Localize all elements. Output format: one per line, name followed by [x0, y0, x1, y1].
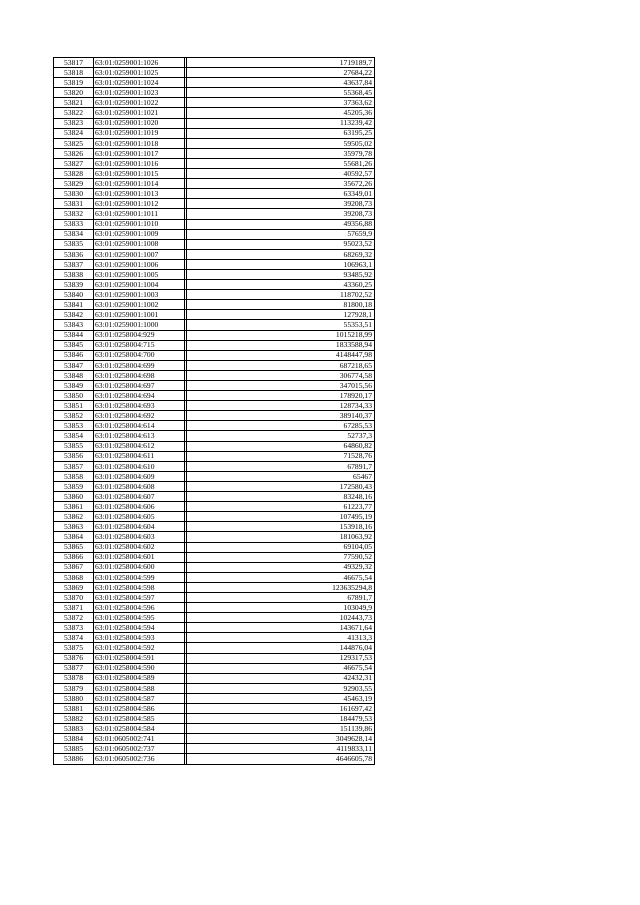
cadastral-value-cell: 65467	[187, 471, 375, 481]
cadastral-number-cell: 63:01:0259001:1016	[94, 158, 185, 168]
row-number-cell: 53885	[54, 744, 94, 754]
cadastral-value-cell: 389140,37	[187, 411, 375, 421]
cadastral-number-cell: 63:01:0258004:589	[94, 673, 185, 683]
cadastral-number-cell: 63:01:0258004:591	[94, 653, 185, 663]
row-number-cell: 53818	[54, 68, 94, 78]
table-row	[54, 481, 375, 491]
table-row	[54, 592, 375, 602]
cadastral-value-cell: 67891,7	[187, 592, 375, 602]
row-number-cell: 53839	[54, 280, 94, 290]
row-number-cell: 53877	[54, 663, 94, 673]
cadastral-value-cell: 1015218,99	[187, 330, 375, 340]
cadastral-value-cell: 69104,05	[187, 542, 375, 552]
cadastral-number-cell: 63:01:0259001:1019	[94, 128, 185, 138]
table-row	[54, 350, 375, 360]
cadastral-number-cell: 63:01:0258004:694	[94, 391, 185, 401]
row-number-cell: 53849	[54, 381, 94, 391]
table-row	[54, 148, 375, 158]
cadastral-value-cell: 123635294,8	[187, 582, 375, 592]
cadastral-value-cell: 42432,31	[187, 673, 375, 683]
table-row	[54, 704, 375, 714]
row-number-cell: 53859	[54, 481, 94, 491]
cadastral-number-cell: 63:01:0258004:612	[94, 441, 185, 451]
table-row	[54, 360, 375, 370]
cadastral-value-cell: 77590,52	[187, 552, 375, 562]
cadastral-value-cell: 172580,43	[187, 481, 375, 491]
row-number-cell: 53833	[54, 219, 94, 229]
row-number-cell: 53886	[54, 754, 94, 764]
cadastral-number-cell: 63:01:0258004:599	[94, 572, 185, 582]
cadastral-number-cell: 63:01:0258004:604	[94, 522, 185, 532]
table-row	[54, 562, 375, 572]
cadastral-number-cell: 63:01:0258004:595	[94, 613, 185, 623]
table-row	[54, 471, 375, 481]
table-row	[54, 451, 375, 461]
cadastral-number-cell: 63:01:0258004:597	[94, 592, 185, 602]
cadastral-value-table	[53, 57, 375, 765]
row-number-cell: 53835	[54, 239, 94, 249]
cadastral-number-cell: 63:01:0259001:1013	[94, 189, 185, 199]
table-row	[54, 724, 375, 734]
cadastral-number-cell: 63:01:0259001:1009	[94, 229, 185, 239]
table-row	[54, 603, 375, 613]
cadastral-number-cell: 63:01:0258004:593	[94, 633, 185, 643]
table-row	[54, 239, 375, 249]
table-row	[54, 653, 375, 663]
cadastral-number-cell: 63:01:0258004:614	[94, 421, 185, 431]
table-row	[54, 300, 375, 310]
cadastral-number-cell: 63:01:0259001:1006	[94, 259, 185, 269]
cadastral-number-cell: 63:01:0258004:585	[94, 714, 185, 724]
row-number-cell: 53858	[54, 471, 94, 481]
cadastral-number-cell: 63:01:0259001:1010	[94, 219, 185, 229]
row-number-cell: 53864	[54, 532, 94, 542]
cadastral-value-cell: 181063,92	[187, 532, 375, 542]
table-row	[54, 643, 375, 653]
table-row	[54, 613, 375, 623]
cadastral-number-cell: 63:01:0259001:1017	[94, 148, 185, 158]
cadastral-value-cell: 68269,32	[187, 249, 375, 259]
table-row	[54, 290, 375, 300]
cadastral-value-cell: 39208,73	[187, 209, 375, 219]
cadastral-number-cell: 63:01:0258004:594	[94, 623, 185, 633]
row-number-cell: 53868	[54, 572, 94, 582]
cadastral-value-cell: 153918,16	[187, 522, 375, 532]
cadastral-value-cell: 46675,54	[187, 663, 375, 673]
cadastral-value-cell: 71528,76	[187, 451, 375, 461]
cadastral-value-cell: 95023,52	[187, 239, 375, 249]
cadastral-value-cell: 55368,45	[187, 88, 375, 98]
cadastral-number-cell: 63:01:0258004:605	[94, 512, 185, 522]
table-row	[54, 714, 375, 724]
row-number-cell: 53826	[54, 148, 94, 158]
table-body	[54, 58, 375, 765]
cadastral-value-cell: 4119833,11	[187, 744, 375, 754]
cadastral-value-cell: 687218,65	[187, 360, 375, 370]
table-row	[54, 391, 375, 401]
cadastral-value-cell: 306774,58	[187, 370, 375, 380]
cadastral-number-cell: 63:01:0258004:588	[94, 683, 185, 693]
row-number-cell: 53832	[54, 209, 94, 219]
row-number-cell: 53852	[54, 411, 94, 421]
table-row	[54, 98, 375, 108]
table-row	[54, 542, 375, 552]
cadastral-value-cell: 39208,73	[187, 199, 375, 209]
table-row	[54, 673, 375, 683]
table-row	[54, 441, 375, 451]
cadastral-value-cell: 144876,04	[187, 643, 375, 653]
table-row	[54, 128, 375, 138]
row-number-cell: 53880	[54, 693, 94, 703]
row-number-cell: 53870	[54, 592, 94, 602]
cadastral-value-cell: 1833588,94	[187, 340, 375, 350]
cadastral-value-cell: 92903,55	[187, 683, 375, 693]
cadastral-value-cell: 107495,19	[187, 512, 375, 522]
cadastral-value-cell: 103049,9	[187, 603, 375, 613]
row-number-cell: 53874	[54, 633, 94, 643]
row-number-cell: 53860	[54, 492, 94, 502]
table-row	[54, 169, 375, 179]
row-number-cell: 53823	[54, 118, 94, 128]
cadastral-number-cell: 63:01:0258004:610	[94, 461, 185, 471]
row-number-cell: 53863	[54, 522, 94, 532]
cadastral-number-cell: 63:01:0259001:1022	[94, 98, 185, 108]
table-row	[54, 381, 375, 391]
cadastral-value-cell: 83248,16	[187, 492, 375, 502]
table-row	[54, 683, 375, 693]
table-row	[54, 623, 375, 633]
row-number-cell: 53869	[54, 582, 94, 592]
cadastral-value-cell: 128734,33	[187, 401, 375, 411]
cadastral-number-cell: 63:01:0259001:1005	[94, 269, 185, 279]
row-number-cell: 53827	[54, 158, 94, 168]
row-number-cell: 53851	[54, 401, 94, 411]
table-row	[54, 249, 375, 259]
cadastral-number-cell: 63:01:0258004:600	[94, 562, 185, 572]
table-row	[54, 461, 375, 471]
cadastral-value-cell: 52737,3	[187, 431, 375, 441]
cadastral-value-cell: 151139,86	[187, 724, 375, 734]
cadastral-number-cell: 63:01:0259001:1007	[94, 249, 185, 259]
cadastral-number-cell: 63:01:0259001:1004	[94, 280, 185, 290]
cadastral-value-cell: 45205,36	[187, 108, 375, 118]
row-number-cell: 53825	[54, 138, 94, 148]
row-number-cell: 53819	[54, 78, 94, 88]
cadastral-value-cell: 127928,1	[187, 310, 375, 320]
cadastral-number-cell: 63:01:0259001:1014	[94, 179, 185, 189]
table-row	[54, 693, 375, 703]
cadastral-number-cell: 63:01:0258004:698	[94, 370, 185, 380]
cadastral-value-cell: 143671,64	[187, 623, 375, 633]
cadastral-value-cell: 27684,22	[187, 68, 375, 78]
row-number-cell: 53842	[54, 310, 94, 320]
cadastral-value-cell: 3049628,14	[187, 734, 375, 744]
row-number-cell: 53846	[54, 350, 94, 360]
table-row	[54, 330, 375, 340]
row-number-cell: 53883	[54, 724, 94, 734]
table-row	[54, 744, 375, 754]
row-number-cell: 53836	[54, 249, 94, 259]
row-number-cell: 53840	[54, 290, 94, 300]
cadastral-number-cell: 63:01:0259001:1001	[94, 310, 185, 320]
cadastral-number-cell: 63:01:0258004:607	[94, 492, 185, 502]
cadastral-value-cell: 55353,51	[187, 320, 375, 330]
cadastral-number-cell: 63:01:0259001:1020	[94, 118, 185, 128]
cadastral-number-cell: 63:01:0258004:699	[94, 360, 185, 370]
table-row	[54, 411, 375, 421]
cadastral-value-cell: 161697,42	[187, 704, 375, 714]
cadastral-number-cell: 63:01:0258004:587	[94, 693, 185, 703]
table-row	[54, 88, 375, 98]
cadastral-number-cell: 63:01:0259001:1024	[94, 78, 185, 88]
row-number-cell: 53871	[54, 603, 94, 613]
table-row	[54, 512, 375, 522]
row-number-cell: 53829	[54, 179, 94, 189]
row-number-cell: 53866	[54, 552, 94, 562]
row-number-cell: 53879	[54, 683, 94, 693]
cadastral-value-cell: 46675,54	[187, 572, 375, 582]
cadastral-value-cell: 184479,53	[187, 714, 375, 724]
cadastral-number-cell: 63:01:0259001:1003	[94, 290, 185, 300]
cadastral-value-cell: 4148447,98	[187, 350, 375, 360]
cadastral-number-cell: 63:01:0258004:590	[94, 663, 185, 673]
cadastral-value-cell: 57659,9	[187, 229, 375, 239]
row-number-cell: 53820	[54, 88, 94, 98]
table-row	[54, 633, 375, 643]
row-number-cell: 53873	[54, 623, 94, 633]
cadastral-number-cell: 63:01:0258004:601	[94, 552, 185, 562]
cadastral-number-cell: 63:01:0258004:611	[94, 451, 185, 461]
table-row	[54, 532, 375, 542]
cadastral-value-cell: 37363,62	[187, 98, 375, 108]
cadastral-value-cell: 129317,53	[187, 653, 375, 663]
cadastral-number-cell: 63:01:0258004:598	[94, 582, 185, 592]
cadastral-value-cell: 49356,88	[187, 219, 375, 229]
table-row	[54, 663, 375, 673]
row-number-cell: 53841	[54, 300, 94, 310]
row-number-cell: 53848	[54, 370, 94, 380]
cadastral-value-cell: 81800,18	[187, 300, 375, 310]
cadastral-number-cell: 63:01:0259001:1021	[94, 108, 185, 118]
cadastral-number-cell: 63:01:0259001:1002	[94, 300, 185, 310]
cadastral-number-cell: 63:01:0259001:1011	[94, 209, 185, 219]
table-row	[54, 431, 375, 441]
cadastral-value-cell: 4646605,78	[187, 754, 375, 764]
table-row	[54, 401, 375, 411]
table-row	[54, 138, 375, 148]
table-row	[54, 269, 375, 279]
table-row	[54, 58, 375, 68]
table-row	[54, 421, 375, 431]
row-number-cell: 53856	[54, 451, 94, 461]
cadastral-value-cell: 35979,78	[187, 148, 375, 158]
cadastral-number-cell: 63:01:0258004:596	[94, 603, 185, 613]
cadastral-number-cell: 63:01:0259001:1012	[94, 199, 185, 209]
cadastral-number-cell: 63:01:0259001:1026	[94, 58, 185, 68]
cadastral-number-cell: 63:01:0258004:608	[94, 481, 185, 491]
row-number-cell: 53828	[54, 169, 94, 179]
cadastral-value-cell: 118702,52	[187, 290, 375, 300]
table-row	[54, 370, 375, 380]
cadastral-number-cell: 63:01:0259001:1018	[94, 138, 185, 148]
cadastral-number-cell: 63:01:0258004:692	[94, 411, 185, 421]
cadastral-number-cell: 63:01:0258004:584	[94, 724, 185, 734]
cadastral-number-cell: 63:01:0258004:609	[94, 471, 185, 481]
cadastral-value-cell: 43637,84	[187, 78, 375, 88]
cadastral-number-cell: 63:01:0605002:737	[94, 744, 185, 754]
row-number-cell: 53847	[54, 360, 94, 370]
cadastral-value-cell: 64860,82	[187, 441, 375, 451]
row-number-cell: 53878	[54, 673, 94, 683]
cadastral-number-cell: 63:01:0258004:586	[94, 704, 185, 714]
row-number-cell: 53857	[54, 461, 94, 471]
cadastral-number-cell: 63:01:0259001:1008	[94, 239, 185, 249]
cadastral-number-cell: 63:01:0258004:700	[94, 350, 185, 360]
row-number-cell: 53817	[54, 58, 94, 68]
row-number-cell: 53872	[54, 613, 94, 623]
cadastral-number-cell: 63:01:0258004:697	[94, 381, 185, 391]
row-number-cell: 53884	[54, 734, 94, 744]
cadastral-value-cell: 45463,19	[187, 693, 375, 703]
table-row	[54, 340, 375, 350]
table-row	[54, 189, 375, 199]
row-number-cell: 53838	[54, 269, 94, 279]
cadastral-value-cell: 1719189,7	[187, 58, 375, 68]
cadastral-number-cell: 63:01:0258004:613	[94, 431, 185, 441]
cadastral-value-cell: 63195,25	[187, 128, 375, 138]
cadastral-value-cell: 102443,73	[187, 613, 375, 623]
cadastral-number-cell: 63:01:0258004:603	[94, 532, 185, 542]
cadastral-number-cell: 63:01:0259001:1015	[94, 169, 185, 179]
cadastral-number-cell: 63:01:0259001:1025	[94, 68, 185, 78]
table-row	[54, 754, 375, 764]
row-number-cell: 53834	[54, 229, 94, 239]
table-row	[54, 209, 375, 219]
row-number-cell: 53845	[54, 340, 94, 350]
table-row	[54, 572, 375, 582]
cadastral-value-cell: 55681,26	[187, 158, 375, 168]
cadastral-number-cell: 63:01:0259001:1000	[94, 320, 185, 330]
row-number-cell: 53881	[54, 704, 94, 714]
table-row	[54, 199, 375, 209]
row-number-cell: 53831	[54, 199, 94, 209]
cadastral-value-cell: 43360,25	[187, 280, 375, 290]
cadastral-value-cell: 67891,7	[187, 461, 375, 471]
cadastral-value-cell: 41313,3	[187, 633, 375, 643]
table-row	[54, 259, 375, 269]
row-number-cell: 53867	[54, 562, 94, 572]
row-number-cell: 53824	[54, 128, 94, 138]
table-row	[54, 179, 375, 189]
table-row	[54, 229, 375, 239]
cadastral-value-cell: 106963,1	[187, 259, 375, 269]
row-number-cell: 53861	[54, 502, 94, 512]
cadastral-value-cell: 49329,32	[187, 562, 375, 572]
table-row	[54, 68, 375, 78]
table-row	[54, 108, 375, 118]
table-row	[54, 219, 375, 229]
cadastral-value-cell: 347015,56	[187, 381, 375, 391]
cadastral-number-cell: 63:01:0258004:606	[94, 502, 185, 512]
cadastral-value-cell: 67285,53	[187, 421, 375, 431]
row-number-cell: 53853	[54, 421, 94, 431]
cadastral-value-cell: 178920,17	[187, 391, 375, 401]
cadastral-number-cell: 63:01:0258004:602	[94, 542, 185, 552]
cadastral-value-cell: 59505,02	[187, 138, 375, 148]
cadastral-number-cell: 63:01:0258004:592	[94, 643, 185, 653]
cadastral-number-cell: 63:01:0258004:693	[94, 401, 185, 411]
row-number-cell: 53854	[54, 431, 94, 441]
row-number-cell: 53876	[54, 653, 94, 663]
row-number-cell: 53865	[54, 542, 94, 552]
row-number-cell: 53882	[54, 714, 94, 724]
table-row	[54, 320, 375, 330]
row-number-cell: 53875	[54, 643, 94, 653]
table-row	[54, 118, 375, 128]
row-number-cell: 53843	[54, 320, 94, 330]
cadastral-number-cell: 63:01:0605002:736	[94, 754, 185, 764]
row-number-cell: 53862	[54, 512, 94, 522]
table-row	[54, 280, 375, 290]
row-number-cell: 53830	[54, 189, 94, 199]
cadastral-value-cell: 35672,26	[187, 179, 375, 189]
row-number-cell: 53850	[54, 391, 94, 401]
cadastral-number-cell: 63:01:0605002:741	[94, 734, 185, 744]
row-number-cell: 53821	[54, 98, 94, 108]
table-row	[54, 734, 375, 744]
cadastral-value-cell: 63349,01	[187, 189, 375, 199]
cadastral-value-cell: 40592,57	[187, 169, 375, 179]
table-row	[54, 552, 375, 562]
table-row	[54, 492, 375, 502]
row-number-cell: 53855	[54, 441, 94, 451]
table-row	[54, 158, 375, 168]
table-row	[54, 310, 375, 320]
cadastral-value-cell: 113239,42	[187, 118, 375, 128]
table-row	[54, 582, 375, 592]
cadastral-number-cell: 63:01:0259001:1023	[94, 88, 185, 98]
table-row	[54, 78, 375, 88]
cadastral-number-cell: 63:01:0258004:929	[94, 330, 185, 340]
cadastral-value-cell: 93485,92	[187, 269, 375, 279]
cadastral-number-cell: 63:01:0258004:715	[94, 340, 185, 350]
cadastral-value-cell: 61223,77	[187, 502, 375, 512]
row-number-cell: 53844	[54, 330, 94, 340]
row-number-cell: 53822	[54, 108, 94, 118]
table-row	[54, 522, 375, 532]
row-number-cell: 53837	[54, 259, 94, 269]
table-row	[54, 502, 375, 512]
